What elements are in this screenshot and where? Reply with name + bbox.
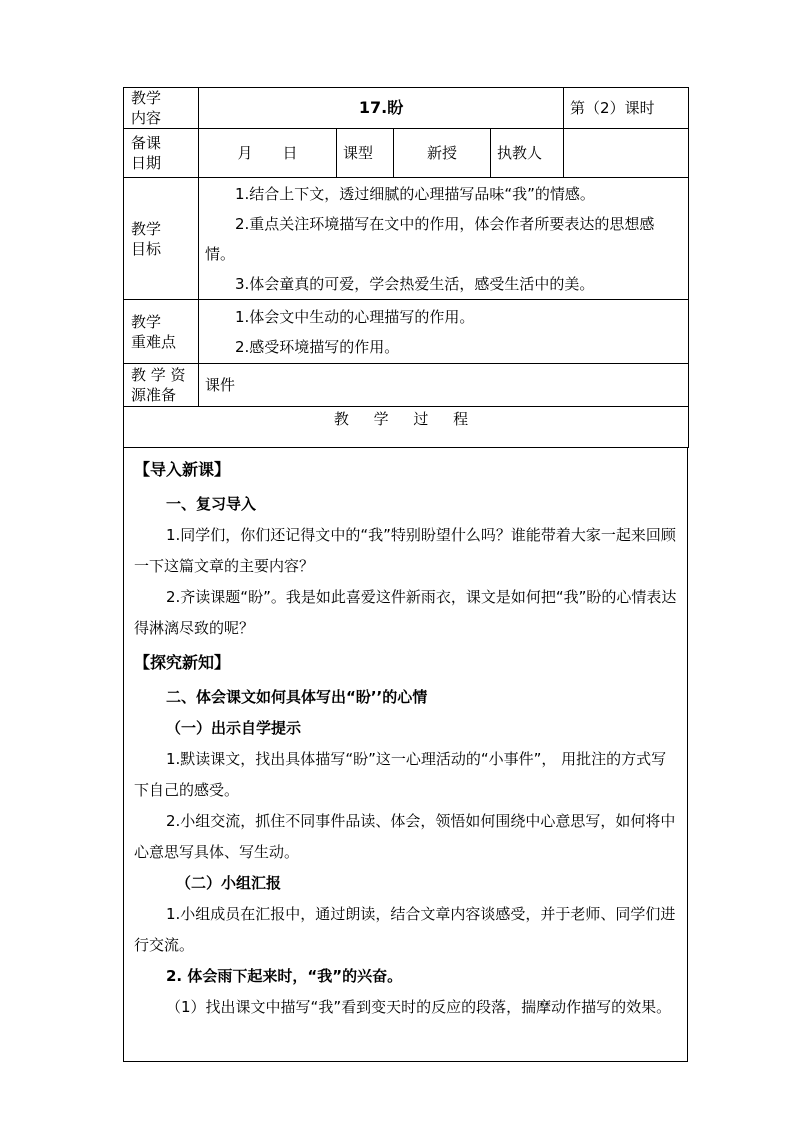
sub-heading: 二、体会课文如何具体写出“盼’’的心情 <box>166 688 428 706</box>
process-heading: 教 学 过 程 <box>124 407 689 448</box>
difficulty-item: 2.感受环境描写的作用。 <box>235 337 400 356</box>
type-label: 课型 <box>337 129 394 178</box>
goals-label: 教学 目标 <box>124 178 199 300</box>
sub-heading: 2. 体会雨下起来时，“我”的兴奋。 <box>166 967 403 985</box>
section-heading: 【探究新知】 <box>134 653 231 672</box>
date-label: 备课 日期 <box>124 129 199 178</box>
period-cell: 第（2）课时 <box>564 88 689 129</box>
row-resources <box>124 364 689 407</box>
type-value: 新授 <box>394 129 491 178</box>
resources-label: 教 学 资 源准备 <box>124 364 199 407</box>
paragraph: 1.同学们，你们还记得文中的“我”特别盼望什么吗？谁能带着大家一起来回顾一下这篇文章的主要内容？ <box>134 526 676 575</box>
difficulty-cell <box>199 300 689 364</box>
difficulty-label: 教学 重难点 <box>124 300 199 364</box>
resources-value: 课件 <box>199 364 689 407</box>
date-value: 月 日 <box>199 129 337 178</box>
row-content <box>124 88 689 129</box>
lesson-title: 17.盼 <box>199 88 564 129</box>
goals-cell <box>199 178 689 300</box>
row-process <box>124 407 689 448</box>
row-difficulty <box>124 300 689 364</box>
paragraph: 1.默读课文，找出具体描写“盼”这一心理活动的“小事件”， 用批注的方式写下自己的感受。 <box>134 750 667 799</box>
lesson-info-table <box>123 87 689 448</box>
content-label: 教学 内容 <box>124 88 199 129</box>
paragraph: （1）找出课文中描写“我”看到变天时的反应的段落，揣摩动作描写的效果。 <box>166 998 672 1016</box>
paragraph: 2.小组交流，抓住不同事件品读、体会，领悟如何围绕中心意思写，如何将中心意思写具体、写生动。 <box>134 812 676 861</box>
row-goals <box>124 178 689 300</box>
teacher-value <box>564 129 689 178</box>
goal-item: 1.结合上下文，透过细腻的心理描写品味“我”的情感。 <box>235 184 595 203</box>
paragraph: 1.小组成员在汇报中，通过朗读，结合文章内容谈感受，并于老师、同学们进行交流。 <box>134 905 676 954</box>
teacher-label: 执教人 <box>491 129 564 178</box>
difficulty-item: 1.体会文中生动的心理描写的作用。 <box>235 307 475 326</box>
sub-heading: （一）出示自学提示 <box>166 719 302 737</box>
sub-heading: （二）小组汇报 <box>176 874 282 892</box>
row-date <box>124 129 689 178</box>
section-heading: 【导入新课】 <box>134 460 231 479</box>
sub-heading: 一、复习导入 <box>166 495 257 513</box>
paragraph: 2.齐读课题“盼”。我是如此喜爱这件新雨衣，课文是如何把“我”盼的心情表达得淋漓尽致的呢？ <box>134 588 677 637</box>
teaching-process-body <box>123 448 688 1062</box>
goal-item: 2.重点关注环境描写在文中的作用，体会作者所要表达的思想感情。 <box>205 214 655 263</box>
goal-item: 3.体会童真的可爱，学会热爱生活，感受生活中的美。 <box>235 274 595 293</box>
